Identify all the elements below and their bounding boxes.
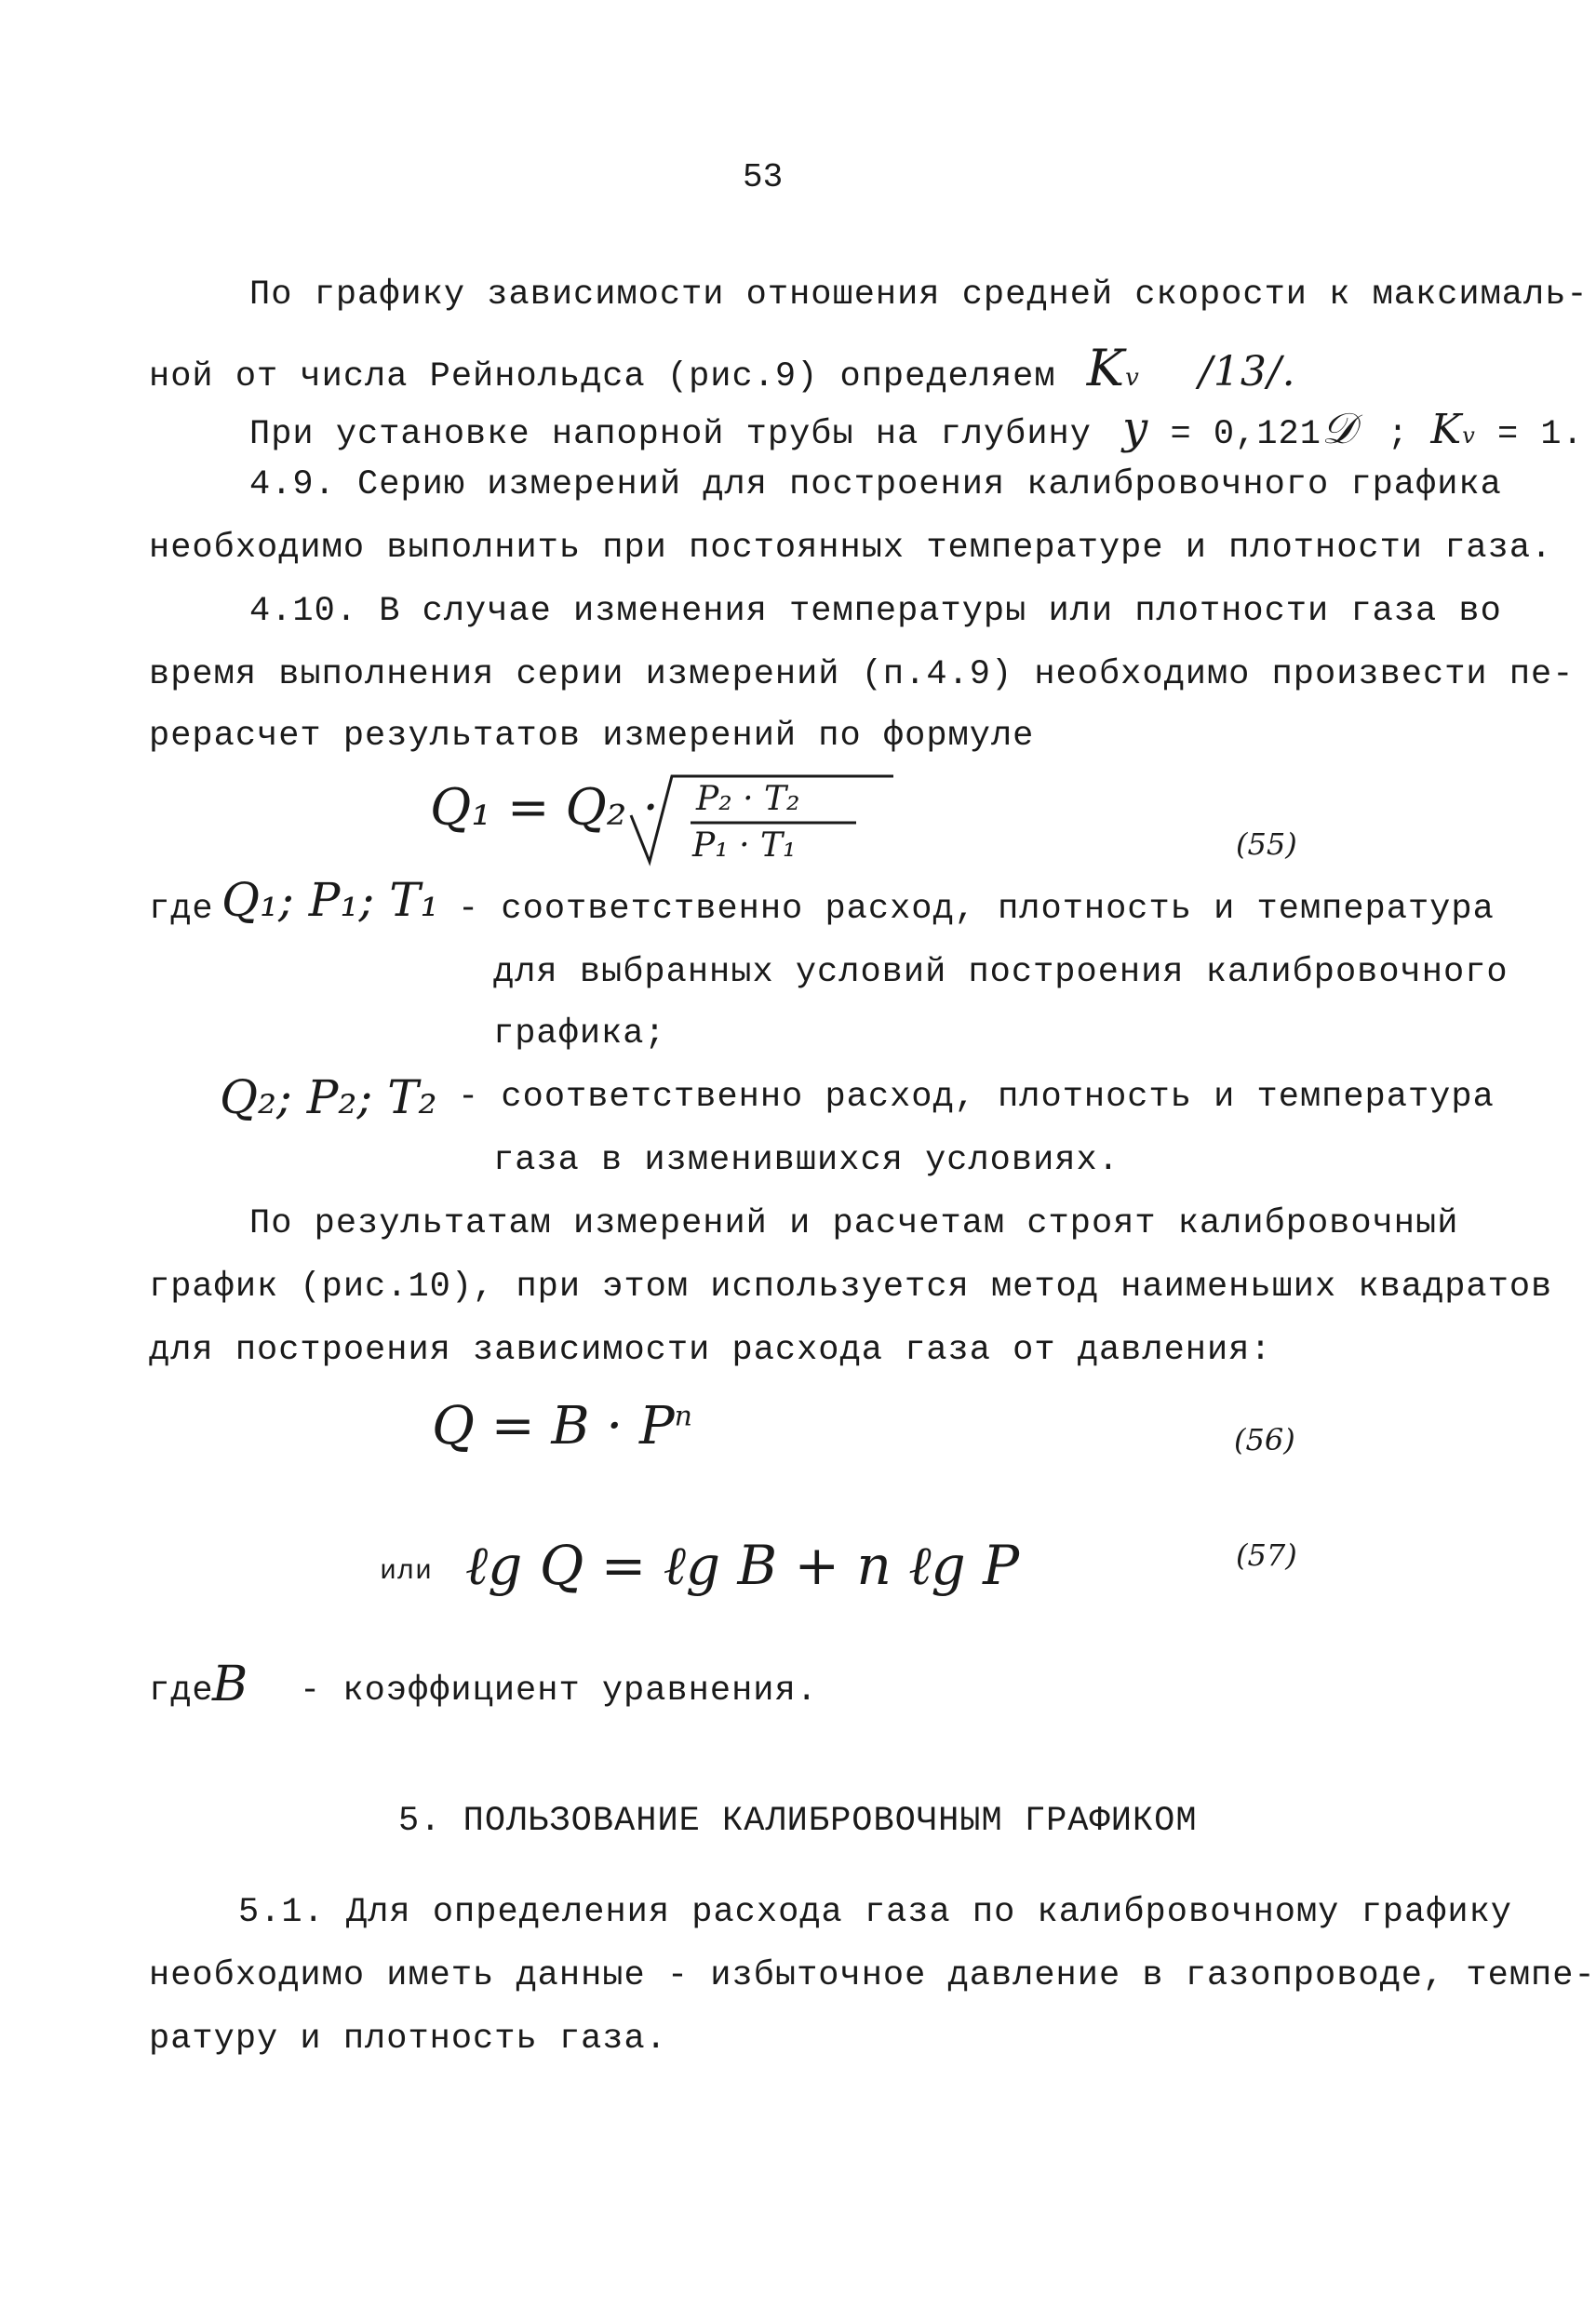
kv-subscript: v	[1125, 364, 1140, 392]
where1-line2: для выбранных условий построения калибровочного	[493, 953, 1509, 992]
eq56-label: (56)	[1234, 1422, 1295, 1457]
eq56-exponent: n	[674, 1400, 692, 1433]
eq55-numerator: P₂ · T₂	[696, 780, 800, 818]
d-symbol: 𝒟	[1321, 403, 1357, 453]
kv-symbol-2: K	[1430, 406, 1463, 453]
where1-prefix: где	[149, 890, 214, 929]
eq57-label: (57)	[1236, 1537, 1297, 1573]
p4-line2: время выполнения серии измерений (п.4.9) необходимо произвести пе-	[149, 655, 1575, 694]
p6-line3: ратуру и плотность газа.	[149, 2020, 667, 2059]
p5-line2: график (рис.10), при этом используется метод наименьших квадратов	[149, 1268, 1553, 1307]
p6-line1: 5.1. Для определения расхода газа по калибровочному графику	[238, 1893, 1513, 1932]
p4-line1: 4.10. В случае изменения температуры или плотности газа во	[249, 592, 1502, 631]
p3-line2: необходимо выполнить при постоянных температуре и плотности газа.	[149, 529, 1553, 568]
where1-symbols: Q₁; P₁; T₁	[221, 873, 439, 927]
eq56-expression	[432, 1396, 692, 1457]
eq57-expression: ℓg Q = ℓg B + n ℓg P	[465, 1534, 1020, 1597]
where2-symbols: Q₂; P₂; T₂	[220, 1070, 437, 1124]
eq55-label: (55)	[1236, 826, 1297, 862]
y-symbol: y	[1122, 402, 1149, 454]
where2-line1: - соответственно расход, плотность и температура	[458, 1078, 1495, 1117]
p4-line3: рерасчет результатов измерений по формуле	[149, 717, 1035, 756]
p1-line2-text: ной от числа Рейнольдса (рис.9) определяем	[149, 357, 1056, 396]
p2-sep: ;	[1387, 415, 1410, 454]
p2-line	[249, 402, 1584, 455]
kv-subscript-2: v	[1462, 423, 1476, 449]
p5-line3: для построения зависимости расхода газа от давления:	[149, 1331, 1272, 1370]
section5-title: 5. ПОЛЬЗОВАНИЕ КАЛИБРОВОЧНЫМ ГРАФИКОМ	[398, 1802, 1198, 1841]
where2-line2: газа в изменившихся условиях.	[493, 1141, 1120, 1180]
p1-line2	[149, 339, 1296, 397]
eq57-prefix: или	[380, 1556, 434, 1588]
where3-symbol: B	[212, 1657, 248, 1712]
eq56-base: Q = B · P	[432, 1396, 675, 1457]
where1-line3: графика;	[493, 1014, 666, 1054]
eq55-lhs: Q₁ = Q₂ ·	[430, 778, 659, 837]
reference-13: /13/.	[1199, 348, 1296, 396]
p2-eq-value: = 0,121	[1170, 415, 1321, 454]
p6-line2: необходимо иметь данные - избыточное давление в газопроводе, темпе-	[149, 1956, 1596, 1995]
p5-line1: По результатам измерений и расчетам строят калибровочный	[249, 1204, 1459, 1243]
where1-line1: - соответственно расход, плотность и температура	[458, 890, 1495, 929]
p2-kv-value: = 1.	[1496, 415, 1584, 454]
where3-prefix: где	[149, 1671, 214, 1711]
p3-line1: 4.9. Серию измерений для построения калибровочного графика	[249, 465, 1502, 504]
eq55-denominator: P₁ · T₁	[692, 826, 797, 865]
page-number: 53	[743, 158, 784, 196]
kv-symbol: K	[1086, 339, 1126, 397]
p2-text: При установке напорной трубы на глубину	[249, 415, 1092, 454]
where3-text: - коэффициент уравнения.	[300, 1671, 818, 1711]
p1-line1: По графику зависимости отношения средней скорости к максималь-	[249, 275, 1589, 315]
